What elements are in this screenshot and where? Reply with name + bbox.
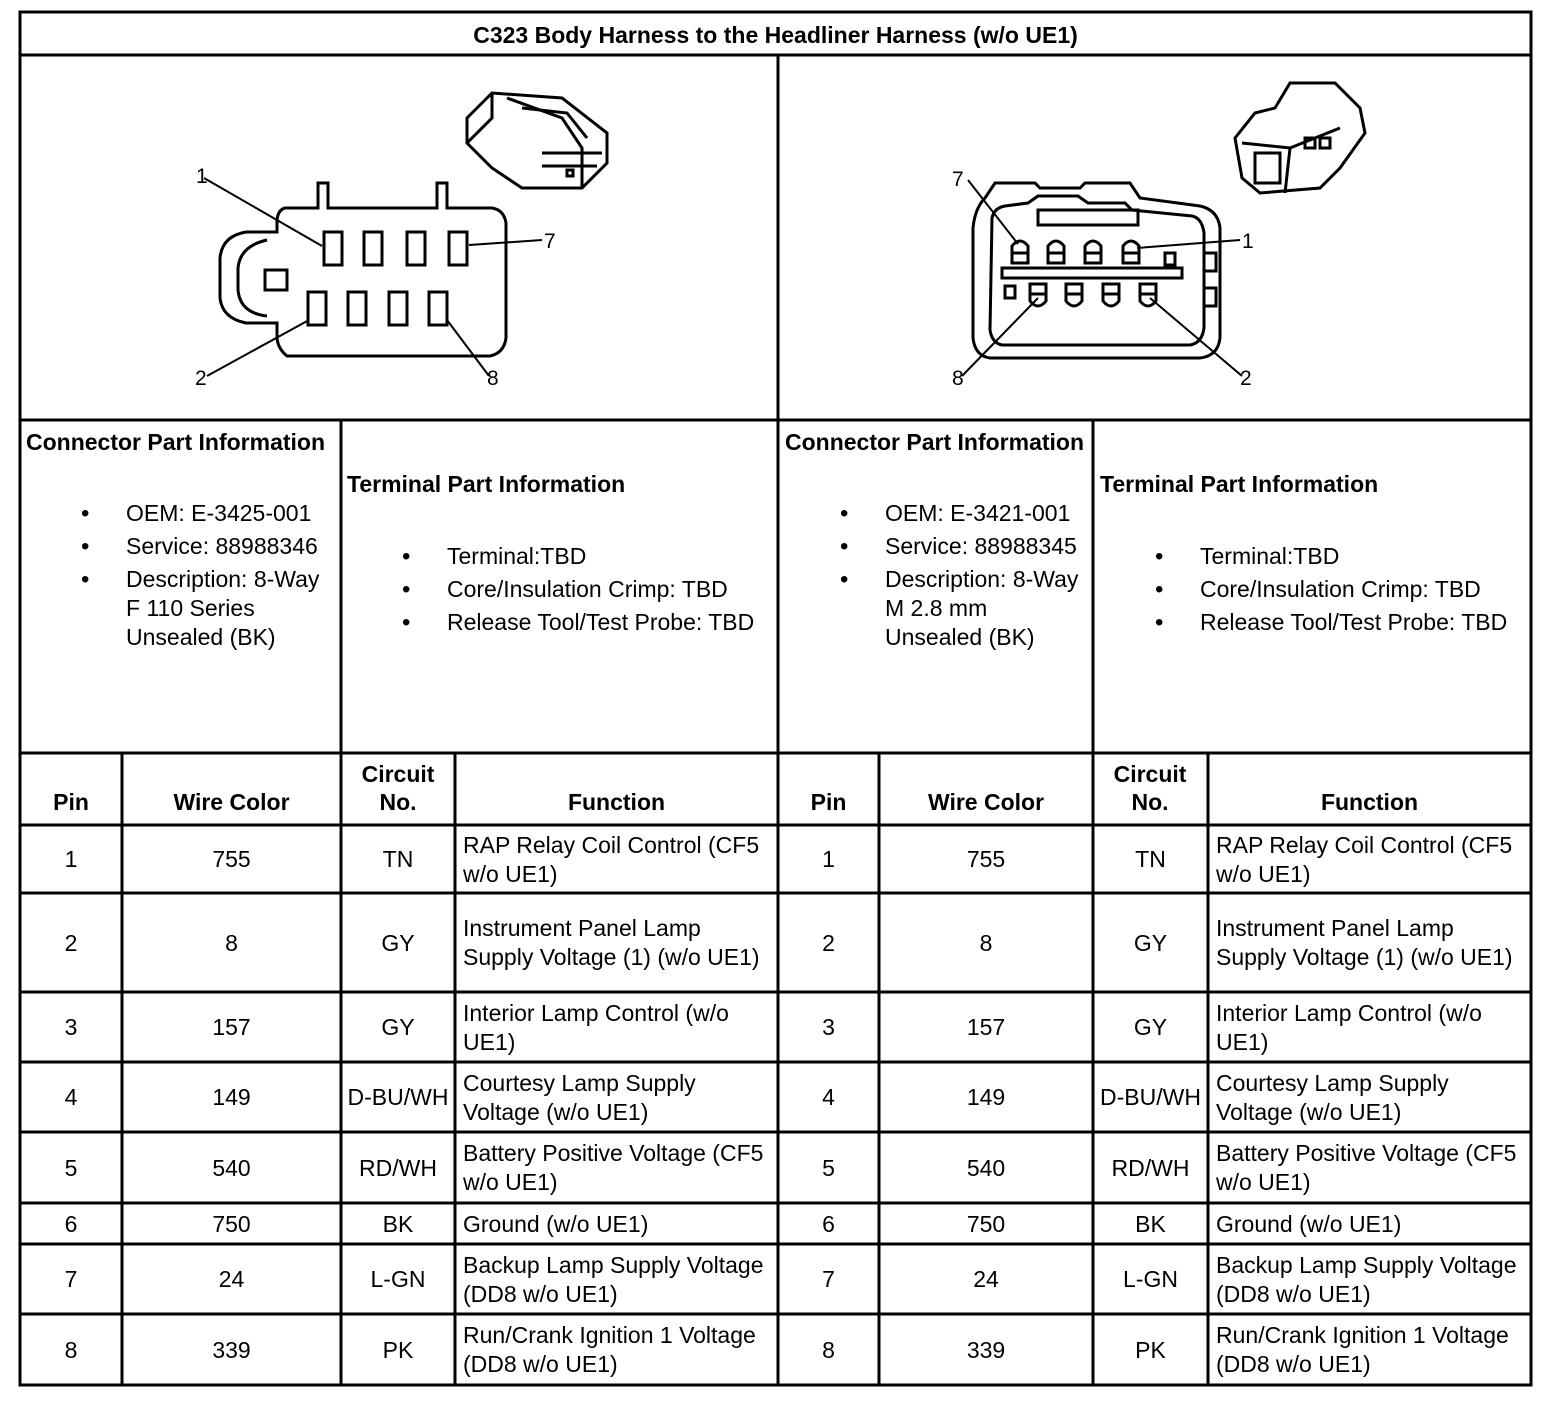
function-cell: Courtesy Lamp Supply Voltage (w/o UE1)	[463, 1069, 696, 1125]
connector-item: • Service: 88988346	[26, 532, 336, 561]
wire-color-cell: 339	[212, 1336, 251, 1363]
circuit-cell: D-BU/WH	[347, 1084, 449, 1110]
function-cell: Courtesy Lamp Supply Voltage (w/o UE1)	[1216, 1069, 1449, 1125]
column-header-function: Function	[1320, 789, 1419, 815]
pin-label: 1	[196, 165, 208, 188]
function-cell: Instrument Panel Lamp Supply Voltage (1) (w/o UE1)	[463, 915, 760, 970]
wire-color-cell: 149	[212, 1084, 251, 1110]
function-cell: Instrument Panel Lamp Supply Voltage (1) (w/o UE1)	[1216, 915, 1513, 970]
circuit-cell: TN	[1135, 846, 1166, 872]
circuit-cell: D-BU/WH	[1100, 1084, 1201, 1110]
function-cell: Interior Lamp Control (w/o UE1)	[463, 999, 729, 1055]
column-header-wire-color: Wire Color	[173, 789, 290, 815]
connector-diagram-right	[780, 58, 1530, 418]
pin-label: 2	[1240, 367, 1252, 390]
connector-item: • OEM: E-3425-001	[26, 499, 336, 528]
pin-cell: 3	[822, 1014, 835, 1040]
terminal-item: • Terminal:TBD	[1100, 542, 1528, 571]
wire-color-cell: 755	[966, 846, 1006, 872]
pin-cell: 5	[822, 1154, 835, 1181]
circuit-cell: RD/WH	[1111, 1154, 1190, 1181]
pin-cell: 8	[64, 1336, 78, 1363]
pin-cell: 3	[64, 1014, 78, 1040]
pin-label: 8	[952, 367, 964, 390]
terminal-info-right	[1100, 470, 1528, 750]
pin-cell: 4	[64, 1084, 78, 1110]
connector-info-left	[26, 428, 336, 748]
function-cell: RAP Relay Coil Control (CF5 w/o UE1)	[1216, 831, 1513, 887]
circuit-cell: GY	[1133, 1014, 1168, 1040]
circuit-cell: GY	[381, 929, 415, 956]
function-cell: RAP Relay Coil Control (CF5 w/o UE1)	[463, 831, 760, 887]
connector-info-right	[785, 428, 1090, 748]
function-cell: Run/Crank Ignition 1 Voltage (DD8 w/o UE1)	[463, 1322, 756, 1377]
circuit-cell: GY	[381, 1014, 415, 1040]
wire-color-cell: 339	[966, 1336, 1006, 1363]
wire-color-cell: 8	[979, 929, 993, 956]
circuit-cell: TN	[382, 846, 414, 872]
column-header-circuit-no: Circuit No.	[1113, 761, 1187, 815]
pin-cell: 5	[64, 1154, 78, 1181]
pin-cell: 4	[822, 1084, 835, 1110]
connector-item: • Description: 8-Way M 2.8 mm Unsealed (BK)	[785, 565, 1090, 652]
pin-label: 1	[1242, 230, 1254, 253]
terminal-item: • Release Tool/Test Probe: TBD	[347, 608, 772, 637]
pin-cell: 2	[822, 929, 835, 956]
pin-cell: 6	[822, 1210, 835, 1237]
page-title: C323 Body Harness to the Headliner Harness (w/o UE1)	[473, 22, 1078, 48]
wire-color-cell: 750	[966, 1210, 1006, 1237]
circuit-cell: PK	[1135, 1336, 1166, 1363]
terminal-item: • Core/Insulation Crimp: TBD	[347, 575, 772, 604]
wire-color-cell: 24	[218, 1266, 245, 1292]
terminal-info-left	[347, 470, 772, 750]
pin-cell: 2	[64, 929, 78, 956]
circuit-cell: L-GN	[370, 1266, 426, 1292]
column-header-pin: Pin	[53, 789, 89, 815]
pin-cell: 1	[822, 846, 835, 872]
terminal-item: • Core/Insulation Crimp: TBD	[1100, 575, 1528, 604]
pin-cell: 6	[64, 1210, 78, 1237]
pin-cell: 8	[822, 1336, 835, 1363]
column-header-wire-color: Wire Color	[927, 789, 1045, 815]
pin-cell: 1	[64, 846, 78, 872]
function-cell: Interior Lamp Control (w/o UE1)	[1216, 999, 1482, 1055]
connector-heading: Connector Part Information	[785, 429, 1085, 455]
connector-item: • Description: 8-Way F 110 Series Unsealed (BK)	[26, 565, 336, 652]
function-cell: Ground (w/o UE1)	[1216, 1210, 1402, 1237]
function-cell: Ground (w/o UE1)	[463, 1210, 649, 1237]
wire-color-cell: 157	[966, 1014, 1006, 1040]
wire-color-cell: 24	[973, 1266, 999, 1292]
wire-color-cell: 8	[225, 929, 238, 956]
wire-color-cell: 157	[212, 1014, 251, 1040]
terminal-heading: Terminal Part Information	[347, 471, 626, 497]
pin-label: 7	[952, 168, 964, 191]
wire-color-cell: 755	[212, 846, 251, 872]
circuit-cell: BK	[382, 1210, 414, 1237]
pin-label: 8	[487, 367, 499, 390]
circuit-cell: PK	[382, 1336, 414, 1363]
column-header-function: Function	[567, 789, 666, 815]
circuit-cell: L-GN	[1123, 1266, 1178, 1292]
wire-color-cell: 149	[966, 1084, 1006, 1110]
function-cell: Backup Lamp Supply Voltage (DD8 w/o UE1)	[1216, 1251, 1517, 1307]
function-cell: Run/Crank Ignition 1 Voltage (DD8 w/o UE1)	[1216, 1322, 1509, 1377]
circuit-cell: BK	[1135, 1210, 1166, 1237]
wire-color-cell: 540	[966, 1154, 1006, 1181]
connector-item: • Service: 88988345	[785, 532, 1090, 561]
connector-heading: Connector Part Information	[26, 429, 326, 455]
pin-cell: 7	[64, 1266, 78, 1292]
circuit-cell: GY	[1133, 929, 1168, 956]
circuit-cell: RD/WH	[359, 1154, 437, 1181]
pin-label: 7	[544, 230, 556, 253]
pin-cell: 7	[822, 1266, 835, 1292]
function-cell: Battery Positive Voltage (CF5 w/o UE1)	[463, 1140, 764, 1195]
terminal-item: • Terminal:TBD	[347, 542, 772, 571]
function-cell: Battery Positive Voltage (CF5 w/o UE1)	[1216, 1140, 1517, 1195]
column-header-pin: Pin	[810, 789, 847, 815]
connector-item: • OEM: E-3421-001	[785, 499, 1090, 528]
column-header-circuit-no: Circuit No.	[361, 761, 435, 815]
terminal-item: • Release Tool/Test Probe: TBD	[1100, 608, 1528, 637]
wire-color-cell: 540	[212, 1154, 251, 1181]
function-cell: Backup Lamp Supply Voltage (DD8 w/o UE1)	[463, 1251, 764, 1307]
connector-diagram-left	[22, 58, 776, 418]
terminal-heading: Terminal Part Information	[1100, 471, 1379, 497]
wire-color-cell: 750	[212, 1210, 251, 1237]
pin-label: 2	[195, 367, 207, 390]
